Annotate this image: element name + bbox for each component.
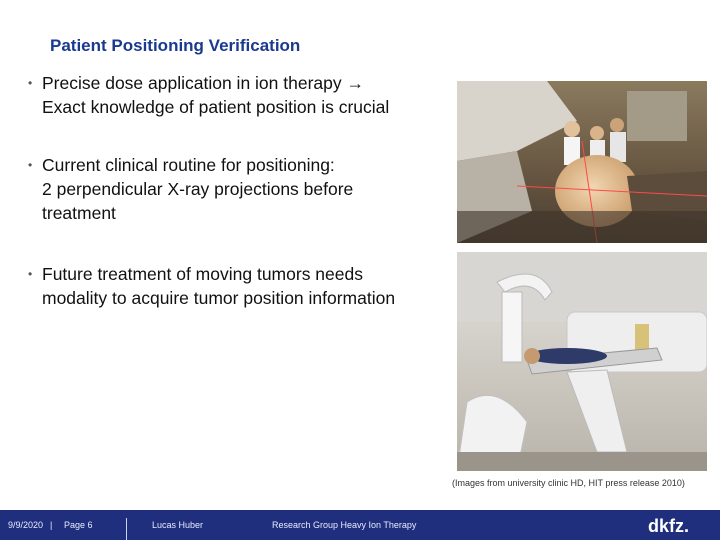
footer-page-number: Page 6 <box>64 520 93 530</box>
bullet-marker: • <box>28 76 33 90</box>
footer-divider <box>126 518 127 540</box>
footer-bar <box>0 510 720 540</box>
bullet-line: modality to acquire tumor position information <box>42 288 396 308</box>
footer-separator: | <box>50 520 53 530</box>
footer-date: 9/9/2020 <box>8 520 44 530</box>
bullet-item <box>28 262 453 310</box>
bullet-line: Current clinical routine for positioning: <box>42 155 335 175</box>
image-caption: (Images from university clinic HD, HIT press release 2010) <box>452 478 685 488</box>
bullet-item <box>28 153 453 225</box>
treatment-room-photo <box>457 81 707 243</box>
svg-text:dkfz.: dkfz. <box>648 516 690 536</box>
footer-group: Research Group Heavy Ion Therapy <box>272 520 417 530</box>
slide-title: Patient Positioning Verification <box>50 36 301 55</box>
bullet-item <box>28 71 453 119</box>
bullet-line: treatment <box>42 203 116 223</box>
bullet-line: Precise dose application in ion therapy → <box>42 73 364 93</box>
dkfz-logo <box>648 516 710 536</box>
bullet-marker: • <box>28 267 33 281</box>
bullet-line: 2 perpendicular X-ray projections before <box>42 179 354 199</box>
footer-author: Lucas Huber <box>152 520 204 530</box>
bullet-marker: • <box>28 158 33 172</box>
bullet-line: Exact knowledge of patient position is crucial <box>42 97 390 117</box>
gantry-photo <box>457 252 707 471</box>
bullet-line: Future treatment of moving tumors needs <box>42 264 363 284</box>
